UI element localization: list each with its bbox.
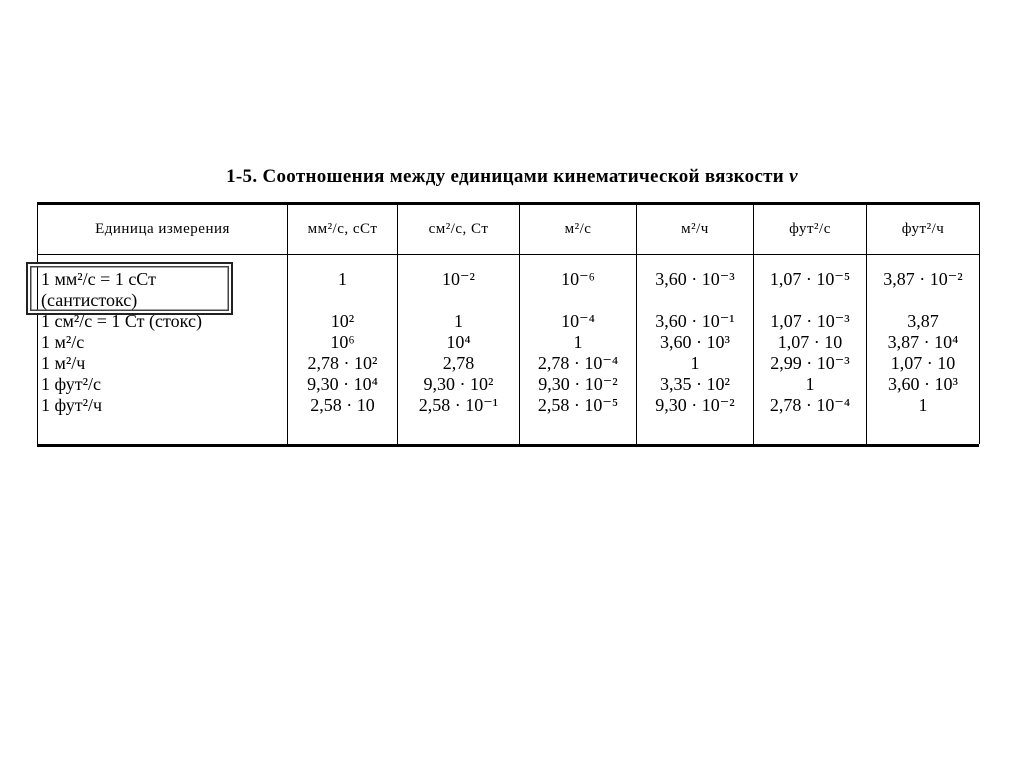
table-cell: 1 (754, 374, 867, 395)
table-cell: 3,60 · 10⁻³ (637, 255, 754, 312)
highlight-box (26, 262, 233, 315)
table-cell: 3,60 · 10⁻¹ (637, 311, 754, 332)
table-title (0, 166, 1024, 188)
row-unit-label: 1 см²/с = 1 Ст (стокс) (38, 311, 288, 332)
table-cell: 1,07 · 10⁻⁵ (754, 255, 867, 312)
table-row (38, 395, 980, 416)
table-cell: 3,60 · 10³ (867, 374, 980, 395)
row-unit-label: 1 фут²/с (38, 374, 288, 395)
table-cell: 1,07 · 10⁻³ (754, 311, 867, 332)
viscosity-symbol: ν (789, 166, 798, 187)
table-cell: 10⁶ (288, 332, 398, 353)
table-cell: 10⁻⁶ (520, 255, 637, 312)
header-unit: Единица измерения (38, 204, 288, 255)
row-unit-label: 1 м²/с (38, 332, 288, 353)
table-cell: 9,30 · 10⁴ (288, 374, 398, 395)
table-cell: 2,58 · 10⁻¹ (398, 395, 520, 416)
conversion-table (37, 202, 980, 444)
header-cm2-s: см²/с, Ст (398, 204, 520, 255)
row-unit-label: 1 м²/ч (38, 353, 288, 374)
table-row (38, 374, 980, 395)
row-unit-label: 1 мм²/с = 1 сСт (41, 269, 156, 289)
table-cell: 3,60 · 10³ (637, 332, 754, 353)
conversion-table-container (37, 202, 979, 446)
table-cell: 1 (398, 311, 520, 332)
header-m2-s: м²/с (520, 204, 637, 255)
header-ft2-s: фут²/с (754, 204, 867, 255)
table-cell: 2,58 · 10 (288, 395, 398, 416)
table-cell: 2,58 · 10⁻⁵ (520, 395, 637, 416)
table-cell: 2,78 · 10⁻⁴ (520, 353, 637, 374)
table-cell: 1,07 · 10 (754, 332, 867, 353)
table-cell: 9,30 · 10² (398, 374, 520, 395)
table-cell: 3,87 · 10⁻² (867, 255, 980, 312)
table-cell: 10⁻⁴ (520, 311, 637, 332)
table-header-row (38, 204, 980, 255)
table-cell: 2,78 · 10² (288, 353, 398, 374)
table-cell: 3,87 (867, 311, 980, 332)
table-cell: 9,30 · 10⁻² (637, 395, 754, 416)
table-row (38, 332, 980, 353)
header-ft2-h: фут²/ч (867, 204, 980, 255)
table-cell: 1 (288, 255, 398, 312)
table-row (38, 353, 980, 374)
header-m2-h: м²/ч (637, 204, 754, 255)
table-cell: 10⁴ (398, 332, 520, 353)
row-unit-note: (сантистокс) (41, 290, 138, 310)
row-unit-label: 1 фут²/ч (38, 395, 288, 416)
table-title-text: 1-5. Соотношения между единицами кинематической вязкости (226, 166, 785, 187)
header-mm2-s: мм²/с, сСт (288, 204, 398, 255)
table-cell: 9,30 · 10⁻² (520, 374, 637, 395)
table-cell: 1 (867, 395, 980, 416)
table-cell: 2,99 · 10⁻³ (754, 353, 867, 374)
table-cell: 10² (288, 311, 398, 332)
table-bottom-spacer (38, 416, 980, 444)
table-cell: 3,87 · 10⁴ (867, 332, 980, 353)
table-cell: 3,35 · 10² (637, 374, 754, 395)
table-cell: 1,07 · 10 (867, 353, 980, 374)
table-cell: 1 (637, 353, 754, 374)
table-cell: 2,78 (398, 353, 520, 374)
table-bottom-rule (37, 444, 979, 447)
table-cell: 2,78 · 10⁻⁴ (754, 395, 867, 416)
table-cell: 10⁻² (398, 255, 520, 312)
table-cell: 1 (520, 332, 637, 353)
